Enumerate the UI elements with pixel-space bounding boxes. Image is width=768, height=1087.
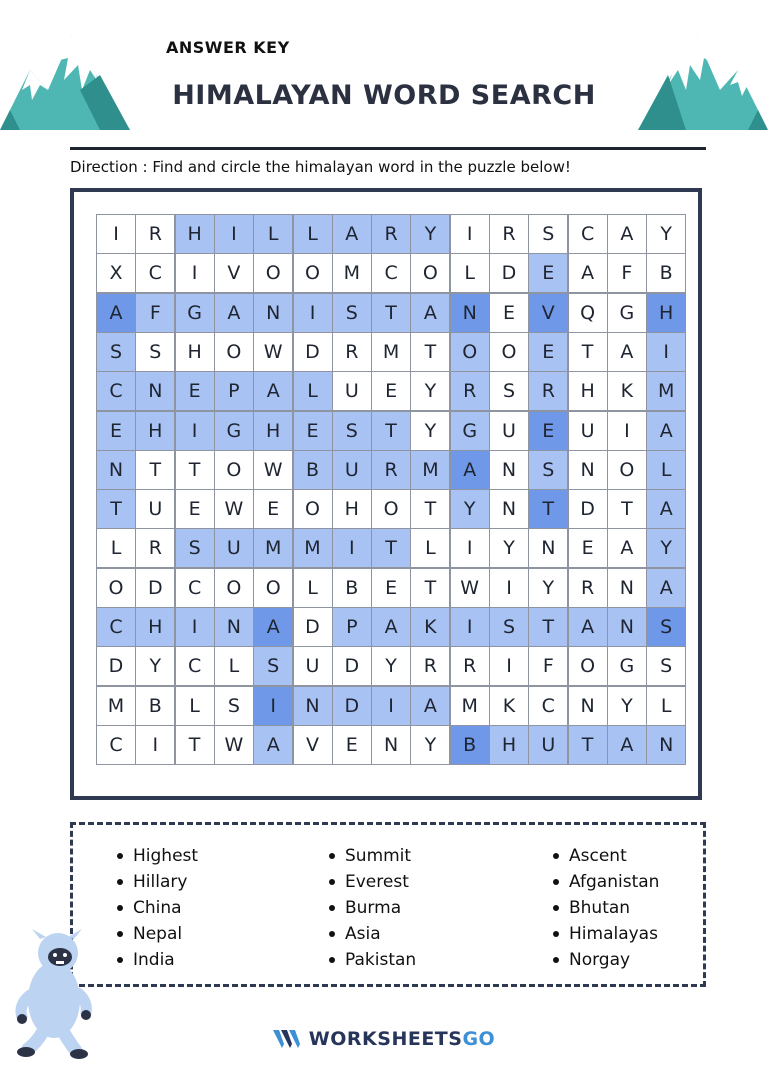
grid-cell: R — [568, 568, 608, 608]
grid-cell: O — [293, 253, 333, 293]
grid-cell: N — [489, 450, 529, 490]
grid-cell: M — [332, 253, 372, 293]
grid-cell: T — [410, 489, 450, 529]
grid-cell: L — [214, 646, 254, 686]
title-divider — [70, 147, 706, 150]
grid-cell: I — [175, 607, 215, 647]
grid-cell: C — [568, 214, 608, 254]
grid-cell: U — [528, 725, 568, 765]
grid-cell: N — [135, 371, 175, 411]
grid-cell: V — [214, 253, 254, 293]
grid-cell: I — [214, 214, 254, 254]
grid-cell: Y — [371, 646, 411, 686]
grid-cell: A — [96, 293, 136, 333]
grid-cell: R — [371, 214, 411, 254]
word-list-item: India — [115, 947, 198, 973]
grid-cell: A — [646, 411, 686, 451]
grid-cell: A — [646, 568, 686, 608]
brand-name-part2: GO — [462, 1028, 496, 1050]
grid-cell: G — [450, 411, 490, 451]
word-list-item: Ascent — [551, 843, 659, 869]
grid-cell: E — [528, 332, 568, 372]
grid-cell: A — [607, 725, 647, 765]
grid-cell: I — [135, 725, 175, 765]
grid-cell: A — [568, 607, 608, 647]
word-list-item: Burma — [327, 895, 416, 921]
grid-cell: H — [135, 411, 175, 451]
grid-cell: C — [135, 253, 175, 293]
grid-cell: A — [214, 293, 254, 333]
grid-cell: Y — [528, 568, 568, 608]
brand-name-part1: WORKSHEETS — [308, 1028, 463, 1050]
grid-cell: M — [371, 332, 411, 372]
word-list-item: Nepal — [115, 921, 198, 947]
word-list-item: Afganistan — [551, 869, 659, 895]
grid-cell: Y — [450, 489, 490, 529]
grid-cell: Y — [646, 214, 686, 254]
grid-cell: D — [96, 646, 136, 686]
grid-cell: A — [646, 489, 686, 529]
grid-cell: U — [568, 411, 608, 451]
word-list-item: Norgay — [551, 947, 659, 973]
grid-cell: S — [332, 293, 372, 333]
grid-cell: O — [253, 253, 293, 293]
grid-cell: R — [528, 371, 568, 411]
grid-cell: I — [450, 214, 490, 254]
grid-cell: M — [410, 450, 450, 490]
grid-cell: U — [135, 489, 175, 529]
grid-cell: A — [607, 528, 647, 568]
grid-cell: L — [293, 214, 333, 254]
grid-cell: R — [371, 450, 411, 490]
grid-cell: T — [528, 489, 568, 529]
grid-cell: V — [528, 293, 568, 333]
grid-cell: O — [293, 489, 333, 529]
word-list-item: Hillary — [115, 869, 198, 895]
grid-cell: T — [607, 489, 647, 529]
grid-cell: W — [450, 568, 490, 608]
grid-cell: I — [253, 686, 293, 726]
grid-cell: N — [214, 607, 254, 647]
grid-cell: Q — [568, 293, 608, 333]
grid-cell: O — [607, 450, 647, 490]
grid-cell: O — [253, 568, 293, 608]
grid-cell: D — [293, 332, 333, 372]
grid-cell: H — [489, 725, 529, 765]
grid-cell: S — [646, 607, 686, 647]
grid-cell: W — [214, 489, 254, 529]
grid-cell: A — [607, 332, 647, 372]
grid-cell: G — [607, 646, 647, 686]
grid-cell: A — [371, 607, 411, 647]
grid-cell: S — [528, 214, 568, 254]
grid-cell: E — [528, 411, 568, 451]
grid-cell: S — [489, 607, 529, 647]
grid-cell: A — [410, 686, 450, 726]
grid-cell: A — [410, 293, 450, 333]
grid-cell: D — [568, 489, 608, 529]
direction-text: Direction : Find and circle the himalayan word in the puzzle below! — [70, 158, 571, 176]
grid-cell: E — [175, 371, 215, 411]
grid-cell: E — [568, 528, 608, 568]
word-search-grid — [70, 188, 702, 800]
grid-cell: E — [489, 293, 529, 333]
grid-cell: W — [253, 332, 293, 372]
word-list-column-3 — [551, 843, 659, 973]
grid-cell: T — [568, 725, 608, 765]
grid-cell: D — [332, 686, 372, 726]
word-list-item: Everest — [327, 869, 416, 895]
grid-cell: L — [646, 686, 686, 726]
grid-cell: T — [371, 528, 411, 568]
worksheetsgo-logo-icon — [273, 1028, 301, 1050]
grid-cell: R — [450, 646, 490, 686]
grid-cell: S — [135, 332, 175, 372]
grid-cell: N — [293, 686, 333, 726]
grid-cell: K — [489, 686, 529, 726]
grid-cell: I — [96, 214, 136, 254]
grid-cell: S — [646, 646, 686, 686]
word-list-item: Summit — [327, 843, 416, 869]
grid-cell: I — [489, 646, 529, 686]
grid-cell: M — [293, 528, 333, 568]
grid-cell: H — [175, 214, 215, 254]
grid-cell: L — [293, 371, 333, 411]
grid-cell: L — [293, 568, 333, 608]
grid-cell: N — [489, 489, 529, 529]
grid-cell: E — [332, 725, 372, 765]
grid-cell: H — [646, 293, 686, 333]
grid-cell: P — [214, 371, 254, 411]
grid-cell: X — [96, 253, 136, 293]
grid-cell: N — [568, 686, 608, 726]
grid-cell: M — [450, 686, 490, 726]
grid-cell: L — [175, 686, 215, 726]
grid-cell: N — [96, 450, 136, 490]
grid-cell: R — [135, 528, 175, 568]
grid-cell: R — [489, 214, 529, 254]
grid-cell: U — [332, 371, 372, 411]
grid-cell: H — [135, 607, 175, 647]
grid-cell: T — [568, 332, 608, 372]
grid-cell: I — [371, 686, 411, 726]
grid-cell: O — [371, 489, 411, 529]
grid-cell: M — [253, 528, 293, 568]
grid-cell: I — [175, 411, 215, 451]
grid-cell: E — [253, 489, 293, 529]
grid-cell: N — [607, 607, 647, 647]
grid-cell: Y — [410, 725, 450, 765]
grid-cell: O — [214, 568, 254, 608]
grid-cell: T — [175, 450, 215, 490]
grid-cell: T — [371, 411, 411, 451]
grid-cell: E — [528, 253, 568, 293]
grid-cell: G — [214, 411, 254, 451]
grid-cell: B — [293, 450, 333, 490]
grid-cell: I — [332, 528, 372, 568]
word-list-item: Bhutan — [551, 895, 659, 921]
grid-cell: O — [489, 332, 529, 372]
grid-cell: U — [332, 450, 372, 490]
grid-cell: U — [214, 528, 254, 568]
grid-cell: L — [410, 528, 450, 568]
grid-cell: L — [96, 528, 136, 568]
grid-cell: Y — [410, 411, 450, 451]
grid-cell: Y — [607, 686, 647, 726]
grid-cell: Y — [410, 371, 450, 411]
grid-cell: T — [175, 725, 215, 765]
grid-cell: Y — [135, 646, 175, 686]
grid-cell: I — [293, 293, 333, 333]
grid-cell: L — [646, 450, 686, 490]
grid-cell: S — [528, 450, 568, 490]
grid-cell: D — [293, 607, 333, 647]
grid-cell: S — [214, 686, 254, 726]
grid-cell: N — [607, 568, 647, 608]
grid-cell: T — [135, 450, 175, 490]
grid-cell: H — [175, 332, 215, 372]
page-title: HIMALAYAN WORD SEARCH — [172, 80, 596, 111]
grid-cell: U — [489, 411, 529, 451]
brand-name — [309, 1028, 495, 1050]
grid-cell: O — [568, 646, 608, 686]
grid-cell: S — [489, 371, 529, 411]
grid-cell: M — [646, 371, 686, 411]
grid-cell: M — [96, 686, 136, 726]
grid-cell: R — [450, 371, 490, 411]
grid-cell: E — [96, 411, 136, 451]
grid-cell: D — [332, 646, 372, 686]
grid-cell: E — [293, 411, 333, 451]
grid-cell: D — [135, 568, 175, 608]
grid-cell: T — [410, 332, 450, 372]
grid-cell: A — [332, 214, 372, 254]
word-list-item: Asia — [327, 921, 416, 947]
grid-cell: A — [450, 450, 490, 490]
grid-cell: K — [410, 607, 450, 647]
word-list-item: Himalayas — [551, 921, 659, 947]
grid-cell: S — [253, 646, 293, 686]
grid-cell: A — [607, 214, 647, 254]
grid-cell: K — [607, 371, 647, 411]
grid-cell: N — [646, 725, 686, 765]
grid-cell: W — [214, 725, 254, 765]
grid-cell: I — [450, 528, 490, 568]
grid-cell: U — [293, 646, 333, 686]
grid-cell: W — [253, 450, 293, 490]
grid-cell: B — [646, 253, 686, 293]
grid-cell: B — [450, 725, 490, 765]
grid-cell: I — [607, 411, 647, 451]
grid-cell: R — [410, 646, 450, 686]
grid-cell: Y — [646, 528, 686, 568]
grid-cell: C — [175, 568, 215, 608]
word-list-box — [70, 822, 706, 987]
grid-cell: H — [332, 489, 372, 529]
grid-cell: C — [528, 686, 568, 726]
grid-cell: T — [96, 489, 136, 529]
word-list-item: China — [115, 895, 198, 921]
grid-cell: C — [96, 607, 136, 647]
word-list-item: Highest — [115, 843, 198, 869]
brand-logo — [0, 1028, 768, 1050]
grid-cell: O — [214, 450, 254, 490]
word-list-column-1 — [115, 843, 198, 973]
grid-cell: C — [371, 253, 411, 293]
grid-cell: Y — [410, 214, 450, 254]
grid-cell: N — [528, 528, 568, 568]
grid-cell: V — [293, 725, 333, 765]
grid-cell: S — [175, 528, 215, 568]
grid-cell: Y — [489, 528, 529, 568]
grid-cell: L — [253, 214, 293, 254]
grid-cell: B — [332, 568, 372, 608]
grid-cell: O — [450, 332, 490, 372]
grid-cell: T — [371, 293, 411, 333]
grid-cell: P — [332, 607, 372, 647]
word-list-item: Pakistan — [327, 947, 416, 973]
grid-cell: I — [646, 332, 686, 372]
grid-cell: I — [489, 568, 529, 608]
grid-cell: H — [568, 371, 608, 411]
grid-cell: C — [96, 725, 136, 765]
grid-cell: D — [489, 253, 529, 293]
grid-cell: F — [135, 293, 175, 333]
grid-cell: A — [253, 725, 293, 765]
grid-cell: C — [96, 371, 136, 411]
answer-key-label: ANSWER KEY — [166, 38, 290, 57]
grid-cell: E — [371, 371, 411, 411]
grid-cell: A — [568, 253, 608, 293]
grid-cell: N — [450, 293, 490, 333]
grid-cell: N — [253, 293, 293, 333]
grid-cell: I — [175, 253, 215, 293]
grid-cell: O — [96, 568, 136, 608]
grid-cell: R — [332, 332, 372, 372]
grid-cell: H — [253, 411, 293, 451]
grid-cell: O — [214, 332, 254, 372]
grid-cell: F — [528, 646, 568, 686]
grid-cell: N — [371, 725, 411, 765]
grid-cell: C — [175, 646, 215, 686]
grid-cell: F — [607, 253, 647, 293]
grid-cell: T — [528, 607, 568, 647]
grid-cell: S — [96, 332, 136, 372]
grid-cell: E — [371, 568, 411, 608]
grid-cell: R — [135, 214, 175, 254]
grid-cell: S — [332, 411, 372, 451]
grid-cell: T — [410, 568, 450, 608]
grid-cell: A — [253, 371, 293, 411]
grid-cell: I — [450, 607, 490, 647]
grid-cell: E — [175, 489, 215, 529]
grid-cell: G — [607, 293, 647, 333]
grid-cell: N — [568, 450, 608, 490]
grid-cell: O — [410, 253, 450, 293]
grid-cell: G — [175, 293, 215, 333]
word-list-column-2 — [327, 843, 416, 973]
grid-cell: B — [135, 686, 175, 726]
grid-cell: A — [253, 607, 293, 647]
grid-cell: L — [450, 253, 490, 293]
